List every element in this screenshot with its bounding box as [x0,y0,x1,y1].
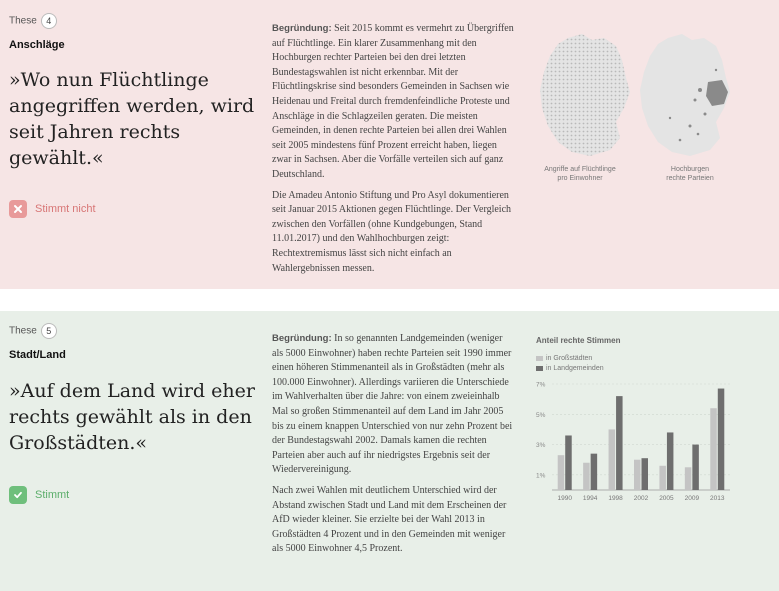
these-number-badge: 5 [41,323,57,339]
bar-landgemeinden [718,389,725,490]
verdict-true [9,486,69,504]
chart-title: Anteil rechte Stimmen [536,336,621,345]
map-right-caption: Hochburgen rechte Parteien [666,166,714,182]
y-tick-label: 7% [536,381,546,389]
germany-maps [530,30,740,165]
x-tick-label: 1998 [608,495,623,502]
thesis-quote: »Auf dem Land wird eher rechts gewählt als in den Großstädten.« [9,380,255,454]
reasoning-lead: Begründung: [272,333,332,344]
y-tick-label: 3% [536,442,546,450]
topic-title: Stadt/Land [9,349,66,361]
bar-grossstaedte [583,463,590,490]
reasoning-text [272,332,516,563]
reasoning-paragraph-2: Die Amadeu Antonio Stiftung und Pro Asyl dokumentieren seit Januar 2015 Aktionen gegen Flüchtlinge. Der Vergleich zwischen den Vorfällen (ohne Kundgebungen, Stand 11.01.2017) und den Wahlhochburgen zeigt: Rechtextremismus lässt sich nicht einfach an Wahlergebnissen messen. [272,189,512,274]
legend-item-land: in Landgemeinden [536,364,604,374]
close-icon [9,200,27,218]
reasoning-paragraph-1: In so genannten Landgemeinden (weniger als 5000 Einwohner) haben rechte Parteien seit 1990 immer einen höheren Stimmenanteil als in Großstädten (mehr als 100.000 Einwohner). Allerdings variieren die Unterschiede im Wahlverhalten über die Jahre: von einem zweieinhalb Mal so großen Stimmenanteil auf dem Land im Jahr 2005 bis zu einem knappen Unterschied von nur zehn Prozent bei der Bundestagswahl 2002. Damals kamen die rechten Parteien aber auch auf ihr niedrigstes Ergebnis seit der Wiedervereinigung. [272,333,513,476]
map-left-caption: Angriffe auf Flüchtlinge pro Einwohner [544,166,616,182]
bar-landgemeinden [616,396,623,490]
bar-landgemeinden [591,454,597,490]
these-label: These 5 [9,323,57,339]
bar-grossstaedte [558,455,565,490]
legend-item-stadt: in Großstädten [536,354,604,364]
reasoning-paragraph-1: Seit 2015 kommt es vermehrt zu Übergriffen auf Flüchtlinge. Ein klarer Zusammenhang mit den Hochburgen rechter Parteien bei den drei letzten Bundestagswahlen ist nicht erkennbar. Mit der Flüchtlingskrise sind besonders Gemeinden in Sachsen wie Heidenau und Freital durch fremdenfeindliche Proteste und Anschläge in die Schlagzeilen geraten. Die meisten Gemeinden, in denen rechte Parteien bei allen drei Wahlen seit 2005 mindestens fünf Prozent erreicht haben, liegen zwar in Sachsen. Aber die Vorfälle verteilen sich auf ganz Deutschland. [272,23,514,180]
right-votes-chart [530,322,740,512]
verdict-label: Stimmt nicht [35,203,96,215]
chart-plot [530,322,740,512]
x-tick-label: 1990 [557,495,572,502]
bar-landgemeinden [667,432,674,490]
y-tick-label: 5% [536,411,546,419]
bar-grossstaedte [710,408,717,490]
x-tick-label: 2009 [684,495,700,502]
these-card-4 [0,0,779,289]
reasoning-lead: Begründung: [272,23,332,34]
verdict-false [9,200,96,218]
bar-grossstaedte [659,466,666,490]
map-attacks-per-capita [540,34,630,156]
bar-grossstaedte [685,467,692,490]
check-icon [9,486,27,504]
thesis-quote: »Wo nun Flüchtlinge angegriffen werden, wird seit Jahren rechts gewählt.« [9,69,255,169]
map-strongholds [640,34,730,156]
x-tick-label: 2005 [659,495,674,502]
x-tick-label: 1994 [582,495,598,502]
bar-landgemeinden [692,445,699,490]
topic-title: Anschläge [9,39,65,51]
bar-landgemeinden [565,435,572,490]
y-tick-label: 1% [536,472,546,480]
bar-landgemeinden [642,458,649,490]
verdict-label: Stimmt [35,489,70,501]
x-tick-label: 2013 [710,495,725,502]
reasoning-paragraph-2: Nach zwei Wahlen mit deutlichem Unterschied wird der Abstand zwischen Stadt und Land mit dem Erscheinen der AfD wieder kleiner. Sie erzielte bei der Wahl 2013 in Großstädten 4 Prozent und in den Gemeinden mit weniger als 5000 Einwohner 4,5 Prozent. [272,484,507,555]
x-tick-label: 2002 [633,495,649,502]
these-number-badge: 4 [41,13,57,29]
reasoning-text [272,22,516,282]
these-label: These 4 [9,13,57,29]
bar-grossstaedte [634,460,641,490]
bar-grossstaedte [609,429,616,490]
germany-maps-comparison [530,30,740,190]
